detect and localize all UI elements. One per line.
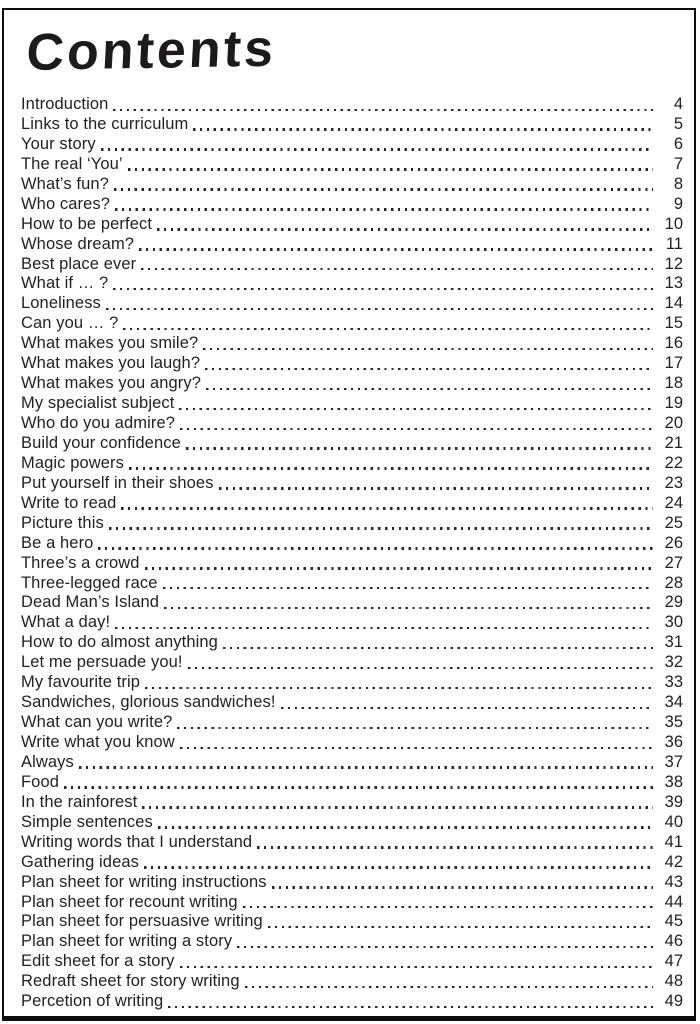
toc-entry-label: Build your confidence [21,433,181,452]
toc-entry-page: 38 [664,772,683,791]
toc-entry-page: 41 [664,832,683,851]
toc-entry [21,893,683,913]
toc-entry [21,95,683,115]
toc-entry-page: 18 [664,374,683,393]
toc-entry-page: 28 [664,573,683,592]
dot-leader [145,687,653,689]
dot-leader [157,228,653,230]
toc-entry-label: Edit sheet for a story [21,952,175,971]
toc-entry-page: 14 [664,294,683,313]
dot-leader [106,308,653,310]
dot-leader [115,627,653,629]
toc-entry [21,195,683,215]
toc-entry [21,175,683,195]
toc-entry [21,693,683,713]
dot-leader [193,128,653,130]
toc-entry-page: 7 [673,154,683,173]
toc-entry-label: Gathering ideas [21,852,139,871]
toc-entry [21,673,683,693]
toc-entry [21,713,683,733]
toc-entry-label: Magic powers [21,453,124,472]
toc-entry-page: 25 [664,513,683,532]
toc-entry-label: What makes you smile? [21,334,199,353]
toc-entry-page: 37 [664,752,683,771]
dot-leader [121,507,653,509]
toc-entry [21,912,683,932]
toc-entry-page: 4 [673,95,683,113]
toc-entry [21,494,683,514]
toc-entry-label: Let me persuade you! [21,653,183,672]
toc-entry-page: 20 [664,414,683,432]
toc-entry [21,474,683,494]
toc-entry-label: Percetion of writing [21,992,164,1011]
toc-entry-page: 40 [664,812,683,831]
toc-entry [21,235,683,255]
toc-entry [21,374,683,394]
page-title: Contents [25,19,278,82]
toc-entry-page: 42 [664,852,683,871]
toc-entry-page: 27 [664,553,683,572]
toc-entry [21,574,683,594]
toc-entry-page: 31 [664,633,683,652]
toc-entry [21,215,683,235]
toc-entry-label: The real ‘You’ [21,154,123,173]
toc-entry [21,414,683,434]
dot-leader [101,148,653,150]
dot-leader [123,328,653,330]
toc-entry-page: 30 [664,613,683,632]
toc-entry-page: 29 [664,593,683,612]
toc-entry [21,274,683,294]
toc-entry-label: Sandwiches, glorious sandwiches! [21,693,276,712]
toc-entry-label: Plan sheet for recount writing [21,892,238,911]
toc-entry-label: Dead Man’s Island [21,593,160,612]
dot-leader [237,946,653,948]
dot-leader [203,348,653,350]
toc-entry-page: 8 [673,174,683,193]
toc-entry-page: 21 [664,433,683,452]
toc-entry [21,833,683,853]
toc-entry-label: Plan sheet for persuasive writing [21,912,263,931]
toc-entry-label: What a day! [21,613,111,632]
dot-leader [180,747,653,749]
dot-leader [188,667,653,669]
toc-entry [21,434,683,454]
toc-entry-page: 15 [664,314,683,333]
toc-entry-label: Food [21,772,60,791]
toc-entry-label: Writing words that I understand [21,832,253,851]
dot-leader [163,587,653,589]
toc-entry [21,952,683,972]
toc-entry-label: How to be perfect [21,214,153,233]
toc-entry-label: Introduction [21,95,109,113]
dot-leader [115,208,653,210]
toc-entry-label: Plan sheet for writing instructions [21,872,267,891]
toc-entry-label: What if … ? [21,274,109,293]
dot-leader [168,1006,653,1008]
dot-leader [128,168,653,170]
toc-entry [21,633,683,653]
toc-entry-label: How to do almost anything [21,633,218,652]
dot-leader [113,109,653,111]
toc-entry [21,613,683,633]
toc-entry-page: 39 [664,792,683,811]
toc-entry-page: 22 [664,453,683,472]
dot-leader [98,547,653,549]
toc-entry-page: 44 [664,892,683,911]
toc-entry-label: My favourite trip [21,673,141,692]
toc-entry-label: My specialist subject [21,394,175,413]
toc-entry-page: 17 [664,354,683,373]
dot-leader [186,447,653,449]
toc-entry-label: Loneliness [21,294,101,313]
toc-entry-label: What makes you angry? [21,374,202,393]
toc-entry-label: Whose dream? [21,234,135,253]
toc-entry-label: Three-legged race [21,573,158,592]
toc-entry [21,314,683,334]
toc-entry-page: 49 [664,992,683,1011]
toc-entry-label: Picture this [21,513,104,532]
toc-entry [21,972,683,992]
toc-entry-page: 43 [664,872,683,891]
toc-entry [21,653,683,673]
dot-leader [245,986,653,988]
dot-leader [177,727,653,729]
toc-entry [21,454,683,474]
toc-entry [21,115,683,135]
dot-leader [180,428,653,430]
toc-entry [21,773,683,793]
dot-leader [206,388,653,390]
toc-entry-page: 11 [665,234,683,253]
toc-entry-label: Your story [21,134,96,153]
dot-leader [219,487,653,489]
dot-leader [144,866,653,868]
toc-entry [21,554,683,574]
dot-leader [114,188,653,190]
toc-entry [21,354,683,374]
dot-leader [141,268,653,270]
toc-entry-label: What can you write? [21,713,173,732]
toc-entry-label: Redraft sheet for story writing [21,972,240,991]
dot-leader [179,408,653,410]
dot-leader [205,368,653,370]
toc-entry-page: 5 [673,114,683,133]
toc-entry [21,135,683,155]
toc-entry-page: 34 [664,693,683,712]
toc-entry-page: 12 [664,254,683,273]
toc-entry-page: 35 [664,713,683,732]
toc-entry-label: Simple sentences [21,812,153,831]
toc-entry [21,932,683,952]
toc-entry-page: 46 [664,932,683,951]
toc-entry-page: 24 [664,493,683,512]
dot-leader [113,288,653,290]
toc-entry [21,733,683,753]
toc-entry-page: 32 [664,653,683,672]
dot-leader [79,766,653,768]
dot-leader [243,906,653,908]
toc-entry [21,873,683,893]
toc-entry [21,793,683,813]
dot-leader [64,786,653,788]
toc-entry-page: 16 [664,334,683,353]
dot-leader [164,607,653,609]
toc-entry [21,853,683,873]
page-frame [2,8,696,1021]
toc-entry-label: What makes you laugh? [21,354,201,373]
dot-leader [158,826,653,828]
dot-leader [268,926,653,928]
toc-entry [21,294,683,314]
toc-entry-label: What’s fun? [21,174,109,193]
toc-entry-label: Write what you know [21,733,175,751]
dot-leader [272,886,653,888]
toc-entry [21,753,683,773]
toc-entry-page: 47 [664,952,683,971]
toc-entry [21,514,683,534]
toc-entry [21,534,683,554]
toc-entry [21,813,683,833]
toc-entry-label: Can you … ? [21,314,119,333]
toc-entry-page: 10 [664,214,683,233]
toc-entry-label: Best place ever [21,254,137,273]
toc-entry-page: 9 [673,194,683,213]
toc-entry-page: 33 [664,673,683,692]
dot-leader [281,707,653,709]
dot-leader [139,248,653,250]
toc-entry-page: 48 [664,972,683,991]
toc-entry-label: In the rainforest [21,792,138,811]
toc-entry-label: Write to read [21,493,117,512]
toc-entry [21,155,683,175]
toc-entry-page: 6 [673,134,683,153]
toc-entry-page: 45 [664,912,683,931]
toc-entry [21,394,683,414]
toc-entry [21,992,683,1012]
toc-entry-label: Links to the curriculum [21,114,189,133]
toc-entry-label: Always [21,752,74,771]
toc-entry-label: Who cares? [21,194,111,213]
toc-entry-page: 19 [664,394,683,413]
dot-leader [142,806,653,808]
toc-entry-page: 23 [664,473,683,492]
toc-entry-label: Be a hero [21,533,94,552]
toc-entry-label: Put yourself in their shoes [21,473,214,492]
toc-entry-page: 36 [664,733,683,751]
toc-entry-label: Plan sheet for writing a story [21,932,233,951]
toc-list [21,95,683,1012]
toc-entry-page: 13 [664,274,683,293]
toc-entry [21,593,683,613]
dot-leader [223,647,653,649]
toc-entry-label: Three’s a crowd [21,553,140,572]
dot-leader [129,467,653,469]
dot-leader [180,966,653,968]
toc-entry-page: 26 [664,533,683,552]
dot-leader [109,527,653,529]
toc-entry [21,255,683,275]
dot-leader [257,846,653,848]
toc-entry-label: Who do you admire? [21,414,176,432]
toc-entry [21,334,683,354]
dot-leader [145,567,653,569]
